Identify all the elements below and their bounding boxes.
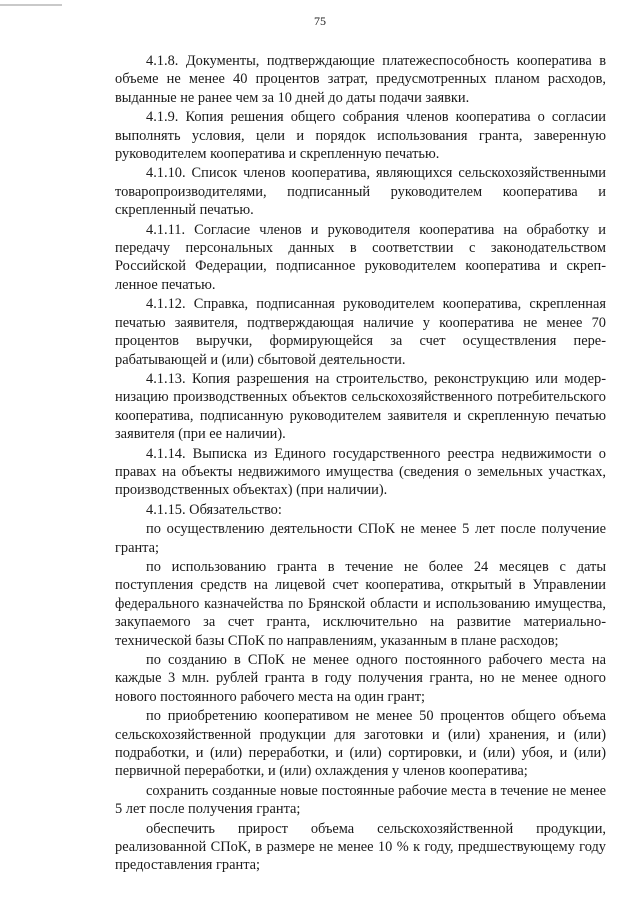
scan-edge-mark <box>0 4 62 6</box>
paragraph-4-1-11: 4.1.11. Согласие членов и руководителя кооператива на обработку и передачу персональных данных в соответствии с законодательством Российской Федерации, подписанное руководителем кооператива и скрепленное печатью. <box>115 221 606 293</box>
paragraph-4-1-15: 4.1.15. Обязательство: <box>146 501 282 518</box>
paragraph-4-1-10: 4.1.10. Список членов кооператива, являющихся сельскохозяйственными товаропроизводителями, подписанный руководителем кооператива и скрепленный печатью. <box>115 165 606 219</box>
paragraph-4-1-9: 4.1.9. Копия решения общего собрания членов кооператива о согласии выполнять условия, цели и порядок использования гранта, заверенную руководителем кооператива и скрепленную печатью. <box>115 109 606 163</box>
obligation-jobs-retention: сохранить созданные новые постоянные рабочие места в течение не менее 5 лет после получения гранта; <box>115 782 606 818</box>
paragraph-4-1-8: 4.1.8. Документы, подтверждающие платежеспособность кооператива в объеме не менее 40 процентов затрат, предусмотренных планом расходов, выданные не ранее чем за 10 дней до даты подачи заявки. <box>115 53 606 106</box>
document-body <box>115 52 606 876</box>
paragraph-4-1-13: 4.1.13. Копия разрешения на строительство, реконструкцию или модернизацию производственных объектов сельскохозяйственного потребительского кооператива, подписанную руководителем заявителя и скрепленную печатью заявителя (при ее наличии). <box>115 370 606 443</box>
obligation-growth: обеспечить прирост объема сельскохозяйственной продукции, реализованной СПоК, в размере не менее 10 % к году, предшествующему году предоставления гранта; <box>115 820 606 874</box>
paragraph-4-1-12: 4.1.12. Справка, подписанная руководителем кооператива, скрепленная печатью заявителя, подтверждающая наличие у кооператива не менее 70 процентов выручки, формирующейся за счет осуществления перерабатывающей и (или) сбытовой деятельности. <box>115 296 606 368</box>
paragraph-4-1-14: 4.1.14. Выписка из Единого государственного реестра недвижимости о правах на объекты недвижимого имущества (сведения о земельных участках, производственных объектах) (при наличии). <box>115 445 606 499</box>
obligation-jobs-creation: по созданию в СПоК не менее одного постоянного рабочего места на каждые 3 млн. рублей гранта в году получения гранта, но не менее одного нового постоянного рабочего места на один грант; <box>115 652 606 705</box>
page-number: 75 <box>314 14 326 28</box>
obligation-purchase: по приобретению кооперативом не менее 50 процентов общего объема сельскохозяйственной продукции для заготовки и (или) хранения, и (или) подработки, и (или) переработки, и (или) сортировки, и (или) убоя, и (или) первичной переработки, и (или) охлаждения у членов кооператива; <box>115 708 606 780</box>
obligation-grant-use: по использованию гранта в течение не более 24 месяцев с даты поступления средств на лицевой счет кооператива, открытый в Управлении федерального казначейства по Брянской области и использованию имущества, закупаемого за счет гранта, исключительно на развитие материально-технической базы СПоК по направлениям, указанным в плане расходов; <box>115 558 606 649</box>
obligation-activity: по осуществлению деятельности СПоК не менее 5 лет после получение гранта; <box>115 521 606 556</box>
